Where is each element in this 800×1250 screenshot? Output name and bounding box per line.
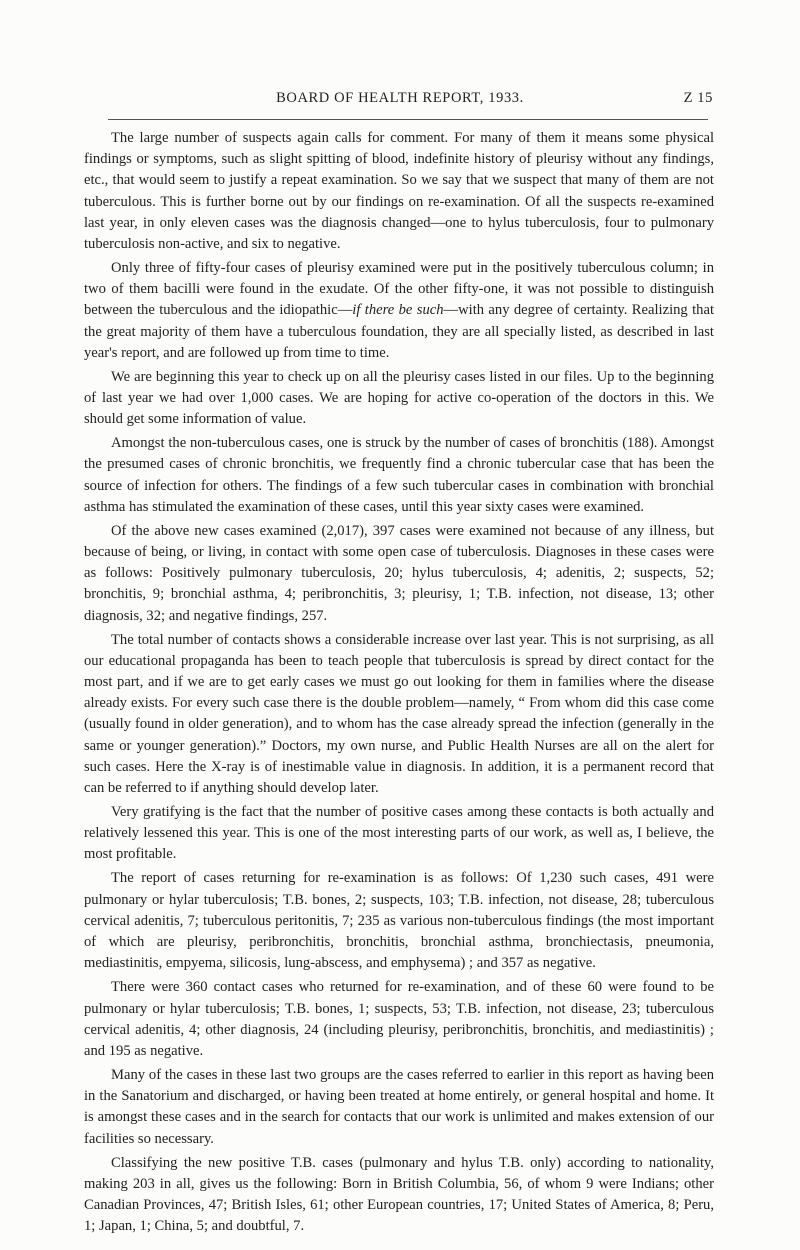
header-rule [108, 119, 708, 120]
paragraph-pleurisy [84, 258, 714, 364]
paragraph-re-examination: The report of cases returning for re-examination is as follows: Of 1,230 such cases, 491 were pulmonary or hylar tuberculosis; T.B. bones, 2; suspects, 103; T.B. infection, not disease, 28; tuberculous cervical adenitis, 7; tuberculous peritonitis, 7; 235 as various non-tuberculous findings (the most important of which are pleurisy, peribronchitis, bronchitis, bronchial asthma, bronchiectasis, pneumonia, mediastinitis, empyema, silicosis, lung-abscess, and emphysema) ; and 357 as negative. [84, 870, 714, 972]
paragraph-contacts-diagnoses: Of the above new cases examined (2,017), 397 cases were examined not because of any illness, but because of being, or living, in contact with some open case of tuberculosis. Diagnoses in these cases were as follows: Positively pulmonary tuberculosis, 20; hylus tuberculosis, 4; adenitis, 2; suspects, 52; bronchitis, 9; bronchial asthma, 4; peribronchitis, 3; pleurisy, 1; T.B. infection, not disease, 13; other diagnosis, 32; and negative findings, 257. [84, 522, 714, 624]
paragraph-pleurisy-end: —with any degree of certainty. Realizing that the great majority of them have a tuberculous foundation, they are all specially listed, as described in last year's report, and are followed up from time to time. [84, 302, 714, 361]
paragraph-contacts-total: The total number of contacts shows a considerable increase over last year. This is not surprising, as all our educational propaganda has been to teach people that tuberculosis is spread by direct contact for the most part, and if we are to get early cases we must go out looking for them in families where the disease already exists. For every such case there is the double problem—namely, “ From whom did this case come (usually found in older generation), and to whom has the case already spread the infection (generally in the same or younger generation).” Doctors, my own nurse, and Public Health Nurses are all on the alert for such cases. Here the X-ray is of inestimable value in diagnosis. In addition, it is a permanent record that can be referred to if anything should develop later. [84, 631, 714, 797]
paragraph-nationality: Classifying the new positive T.B. cases (pulmonary and hylus T.B. only) according to nationality, making 203 in all, gives us the following: Born in British Columbia, 56, of whom 9 were Indians; other Canadian Provinces, 47; British Isles, 61; other European countries, 17; United States of America, 8; Peru, 1; Japan, 1; China, 5; and doubtful, 7. [84, 1154, 714, 1235]
paragraph-bronchitis: Amongst the non-tuberculous cases, one is struck by the number of cases of bronchitis (188). Amongst the presumed cases of chronic bronchitis, we frequently find a chronic tubercular case that has been the source of infection for others. The findings of a few such tubercular cases in combination with bronchial asthma has stimulated the examination of these cases, until this year sixty cases were examined. [84, 435, 714, 515]
paragraph-pleurisy-check: We are beginning this year to check up on all the pleurisy cases listed in our files. Up to the beginning of last year we had over 1,000 cases. We are hoping for active co-operation of the doctors in this. We should get some information of value. [84, 368, 714, 428]
report-body [84, 128, 714, 1237]
running-title: BOARD OF HEALTH REPORT, 1933. [276, 90, 524, 106]
paragraph-gratifying: Very gratifying is the fact that the number of positive cases among these contacts is both actually and relatively lessened this year. This is one of the most interesting parts of our work, as well as, I believe, the most profitable. [84, 804, 714, 863]
page-number: Z 15 [683, 90, 713, 106]
paragraph-pleurisy-start: Only three of fifty-four cases of pleurisy examined were put in the positively tuberculous column; in two of them bacilli were found in the exudate. Of the other fifty-one, it was not possible to distinguish between the tuberculous and the idiopathic— [84, 260, 714, 319]
paragraph-pleurisy-italic: if there be such [352, 302, 444, 319]
page-header [0, 90, 800, 112]
paragraph-sanatorium: Many of the cases in these last two groups are the cases referred to earlier in this report as having been in the Sanatorium and discharged, or having been treated at home entirely, or general hospital and home. It is amongst these cases and in the search for contacts that our work is unlimited and makes extension of our facilities so necessary. [84, 1066, 714, 1147]
paragraph-suspects: The large number of suspects again calls for comment. For many of them it means some physical findings or symptoms, such as slight spitting of blood, indefinite history of pleurisy without any findings, etc., that would seem to justify a repeat examination. So we say that we suspect that many of them are not tuberculous. This is further borne out by our findings on re-examination. Of all the suspects re-examined last year, in only eleven cases was the diagnosis changed—one to hylus tuberculosis, four to pulmonary tuberculosis non-active, and six to negative. [84, 130, 714, 253]
paragraph-contact-returns: There were 360 contact cases who returned for re-examination, and of these 60 were found to be pulmonary or hylar tuberculosis; T.B. bones, 1; suspects, 53; T.B. infection, not disease, 23; tuberculous cervical adenitis, 4; other diagnosis, 24 (including pleurisy, peribronchitis, bronchitis, and mediastinitis) ; and 195 as negative. [84, 979, 714, 1059]
